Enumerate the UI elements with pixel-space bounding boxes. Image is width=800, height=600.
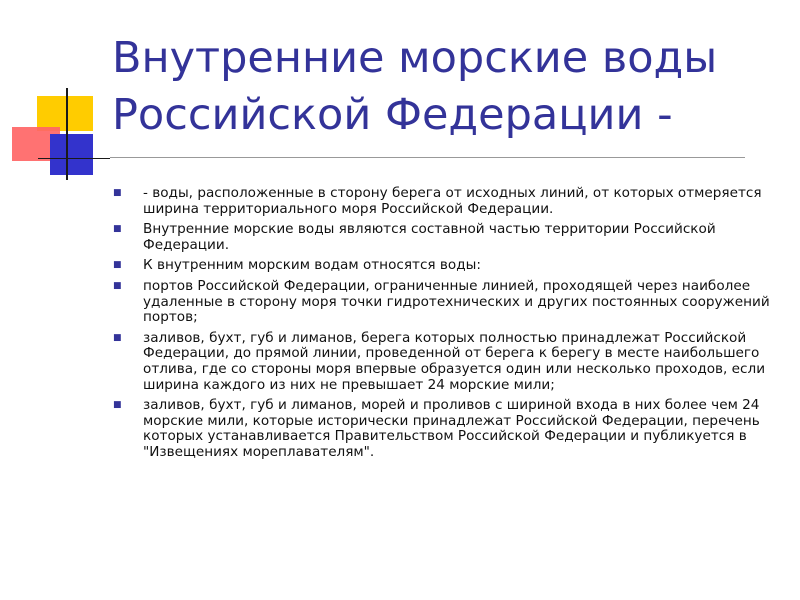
- slide-title: Внутренние морские воды Российской Федерации -: [112, 33, 718, 140]
- list-item-text: Внутренние морские воды являются составной частью территории Российской Федерации.: [143, 221, 716, 253]
- logo-horizontal-line: [38, 158, 110, 159]
- list-item-text: заливов, бухт, губ и лиманов, берега которых полностью принадлежат Российской Федерации, до прямой линии, проведенной от берега к берегу в месте наибольшего отлива, где со стороны моря впервые образуется один или несколько проходов, если ширина каждого из них не превышает 24 морские мили;: [143, 329, 766, 393]
- square-bullet-icon: ■: [113, 332, 122, 343]
- list-item: [112, 279, 777, 326]
- list-item: [112, 222, 777, 253]
- square-bullet-icon: ■: [113, 224, 122, 235]
- list-item-text: К внутренним морским водам относятся воды:: [143, 257, 481, 274]
- list-item: [112, 258, 777, 274]
- square-bullet-icon: ■: [113, 400, 122, 411]
- title-divider: [110, 157, 745, 158]
- logo-yellow-square: [37, 96, 93, 131]
- list-item: [112, 398, 777, 460]
- list-item-text: заливов, бухт, губ и лиманов, морей и проливов с шириной входа в них более чем 24 морские мили, которые исторически принадлежат Российской Федерации, перечень которых устанавливается Правительством Российской Федерации и публикуется в "Извещениях мореплавателям".: [143, 397, 760, 460]
- square-bullet-icon: ■: [113, 188, 122, 198]
- list-item: [112, 186, 777, 217]
- square-bullet-icon: ■: [113, 260, 122, 271]
- bullet-list: [112, 186, 777, 466]
- square-bullet-icon: ■: [113, 280, 122, 291]
- logo-vertical-line: [66, 88, 68, 180]
- list-item-text: - воды, расположенные в сторону берега от исходных линий, от которых отмеряется ширина территориального моря Российской Федерации.: [143, 185, 762, 217]
- list-item-text: портов Российской Федерации, ограниченные линией, проходящей через наиболее удаленные в сторону моря точки гидротехнических и других постоянных сооружений портов;: [143, 277, 770, 326]
- logo-blue-square: [50, 134, 93, 175]
- list-item: [112, 331, 777, 393]
